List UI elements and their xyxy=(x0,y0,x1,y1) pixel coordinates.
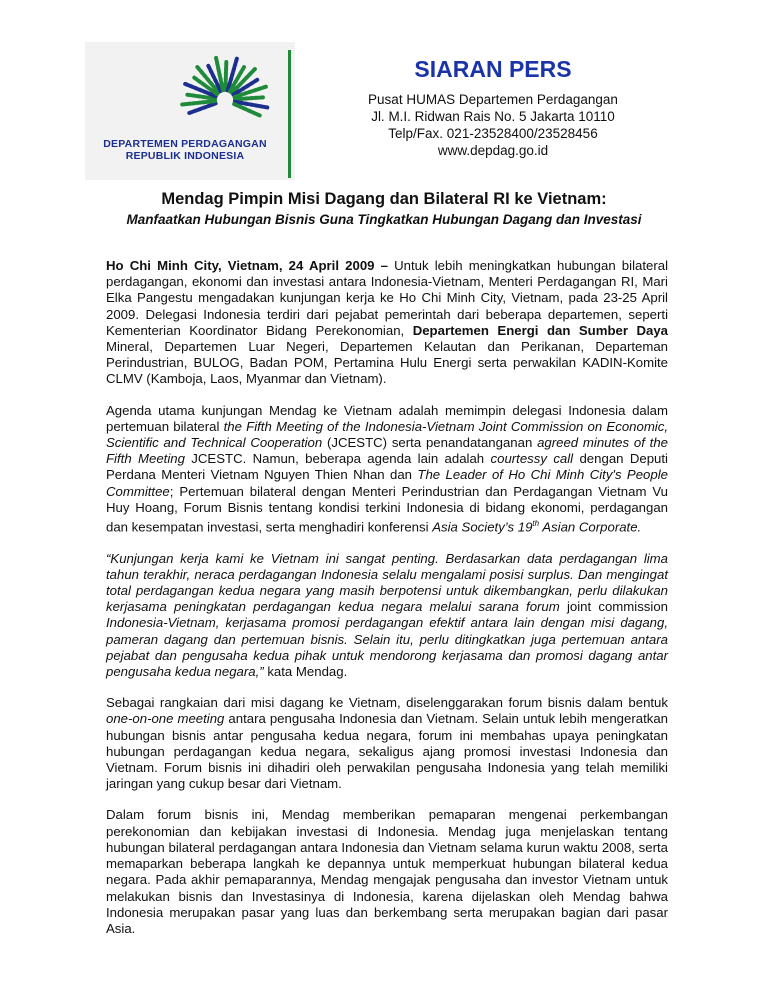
paragraph-3-quote xyxy=(106,551,668,681)
paragraph-2-italic-4: The Leader of Ho Chi Minh City's People Committee xyxy=(106,467,668,499)
paragraph-2-text-a: Agenda utama kunjungan Mendag ke Vietnam adalah memimpin delegasi Indonesia dalam pertemuan bilateral xyxy=(106,402,668,434)
paragraph-4 xyxy=(106,695,668,792)
logo-text-line2: REPUBLIK INDONESIA xyxy=(125,150,245,162)
quote-italic-2: Indonesia-Vietnam, kerjasama promosi perdagangan efektif antara lain dengan misi dagang, pameran dagang dan pertemuan bisnis. Selain itu, perlu ditingkatkan juga pertemuan antara pejabat dan pengusaha kedua pihak untuk mendorong kerjasama dan promosi dagang antar pengusaha kedua negara,” xyxy=(106,615,668,680)
paragraph-2-text-d: dengan Deputi Perdana Menteri Vietnam Nguyen Thien Nhan dan xyxy=(106,451,668,483)
paragraph-1 xyxy=(106,258,668,388)
headline-subtitle: Manfaatkan Hubungan Bisnis Guna Tingkatkan Hubungan Dagang dan Investasi xyxy=(126,212,642,227)
paragraph-4-text-b: antara pengusaha Indonesia dan Vietnam. Selain untuk lebih mengeratkan hubungan bisnis antar pengusaha kedua negara, forum ini membahas upaya peningkatan hubungan perdagangan kedua negara, sekaligus ajang promosi investasi Indonesia dan Vietnam. Forum bisnis ini dihadiri oleh perwakilan pengusaha Indonesia yang telah memiliki jaringan yang cukup besar dari Vietnam. xyxy=(106,711,669,792)
paragraph-1-bold: Departemen Energi dan Sumber Daya xyxy=(412,322,669,338)
paragraph-1-text-b: Mineral, Departemen Luar Negeri, Departemen Kelautan dan Perikanan, Departeman Perindustrian, BULOG, Badan POM, Pertamina Hulu Energi serta perwakilan KADIN-Komite CLMV (Kamboja, Laos, Myanmar dan Vietnam). xyxy=(106,339,668,387)
paragraph-2 xyxy=(106,403,668,536)
paragraph-5-text: Dalam forum bisnis ini, Mendag memberikan pemaparan mengenai perkembangan perekonomian dan kebijakan investasi di Indonesia. Mendag juga menjelaskan tentang hubungan bilateral perdagangan antara Indonesia dan Vietnam selama kurun waktu 2008, serta memaparkan beberapa langkah ke depannya untuk memperkuat hubungan bilateral kedua negara. Pada akhir pemaparannya, Mendag mengajak pengusaha dan investor Vietnam untuk melakukan bisnis dan Investasinya di Indonesia, karena dijelaskan oleh Mendag bahwa Indonesia merupakan pasar yang luas dan berkembang serta merupakan bagian dari pasar Asia. xyxy=(106,807,668,936)
office-name: Pusat HUMAS Departemen Perdagangan xyxy=(368,92,618,107)
paragraph-1-text-a: Untuk lebih meningkatkan hubungan bilateral perdagangan, ekonomi dan investasi antara Indonesia-Vietnam, Menteri Perdagangan RI, Mari Elka Pangestu mengadakan kunjungan kerja ke Ho Chi Minh City, Vietnam, pada 23-25 April 2009. Delegasi Indonesia terdiri dari pejabat pemerintah dari beberapa departemen, seperti Kementerian Koordinator Bidang Perekonomian, xyxy=(106,258,668,338)
press-release-title: SIARAN PERS xyxy=(414,56,572,82)
paragraph-2-text-b: (JCESTC) serta penandatanganan xyxy=(322,435,538,451)
header-divider xyxy=(288,50,291,178)
quote-attribution: kata Mendag. xyxy=(263,664,348,680)
paragraph-4-text-a: Sebagai rangkaian dari misi dagang ke Vietnam, diselenggarakan forum bisnis dalam bentuk xyxy=(106,695,668,711)
paragraph-2-text-c: JCESTC. Namun, beberapa agenda lain adalah xyxy=(184,451,491,467)
quote-italic-1: “Kunjungan kerja kami ke Vietnam ini sangat penting. Berdasarkan data perdagangan lima tahun terakhir, neraca perdagangan Indonesia selalu mengalami posisi surplus. Dan mengingat total perdagangan kedua negara yang masih berpotensi untuk dikembangkan, perlu dilakukan kerjasama peningkatan perdagangan kedua negara melalui sarana forum xyxy=(106,550,668,615)
paragraph-5 xyxy=(106,807,668,937)
office-website: www.depdag.go.id xyxy=(437,143,549,158)
office-address: Jl. M.I. Ridwan Rais No. 5 Jakarta 10110 xyxy=(371,109,615,124)
paragraph-2-italic-5: Asia Society’s 19 xyxy=(432,519,533,535)
paragraph-2-italic-2: agreed minutes of the Fifth Meeting xyxy=(106,435,668,467)
quote-text-a: joint commission xyxy=(566,599,668,615)
article-body xyxy=(106,258,668,952)
logo-text-line1: DEPARTEMEN PERDAGANGAN xyxy=(103,138,267,150)
emblem-ray xyxy=(235,97,263,99)
superscript-th: th xyxy=(532,519,540,529)
paragraph-2-italic-3: courtessy call xyxy=(490,451,574,467)
ministry-logo xyxy=(85,42,295,180)
office-phone: Telp/Fax. 021-23528400/23528456 xyxy=(388,126,598,141)
paragraph-2-text-e: ; Pertemuan bilateral dengan Menteri Perindustrian dan Perdagangan Vietnam Vu Huy Hoang, Forum Bisnis tentang kondisi terkini Indonesia di bidang ekonomi, perdagangan dan kesempatan investasi, serta menghadiri konferensi xyxy=(106,483,668,535)
sunburst-emblem-icon xyxy=(85,42,295,142)
press-header xyxy=(336,56,650,159)
headline xyxy=(106,190,662,228)
paragraph-2-italic-6: Asian Corporate. xyxy=(539,519,642,535)
emblem-ray xyxy=(225,62,226,90)
paragraph-2-italic-1: the Fifth Meeting of the Indonesia-Vietnam Joint Commission on Economic, Scientific and Technical Cooperation xyxy=(106,418,668,451)
dateline: Ho Chi Minh City, Vietnam, 24 April 2009 – xyxy=(106,258,388,273)
paragraph-4-italic: one-on-one meeting xyxy=(106,711,225,727)
headline-title: Mendag Pimpin Misi Dagang dan Bilateral RI ke Vietnam: xyxy=(161,190,607,208)
